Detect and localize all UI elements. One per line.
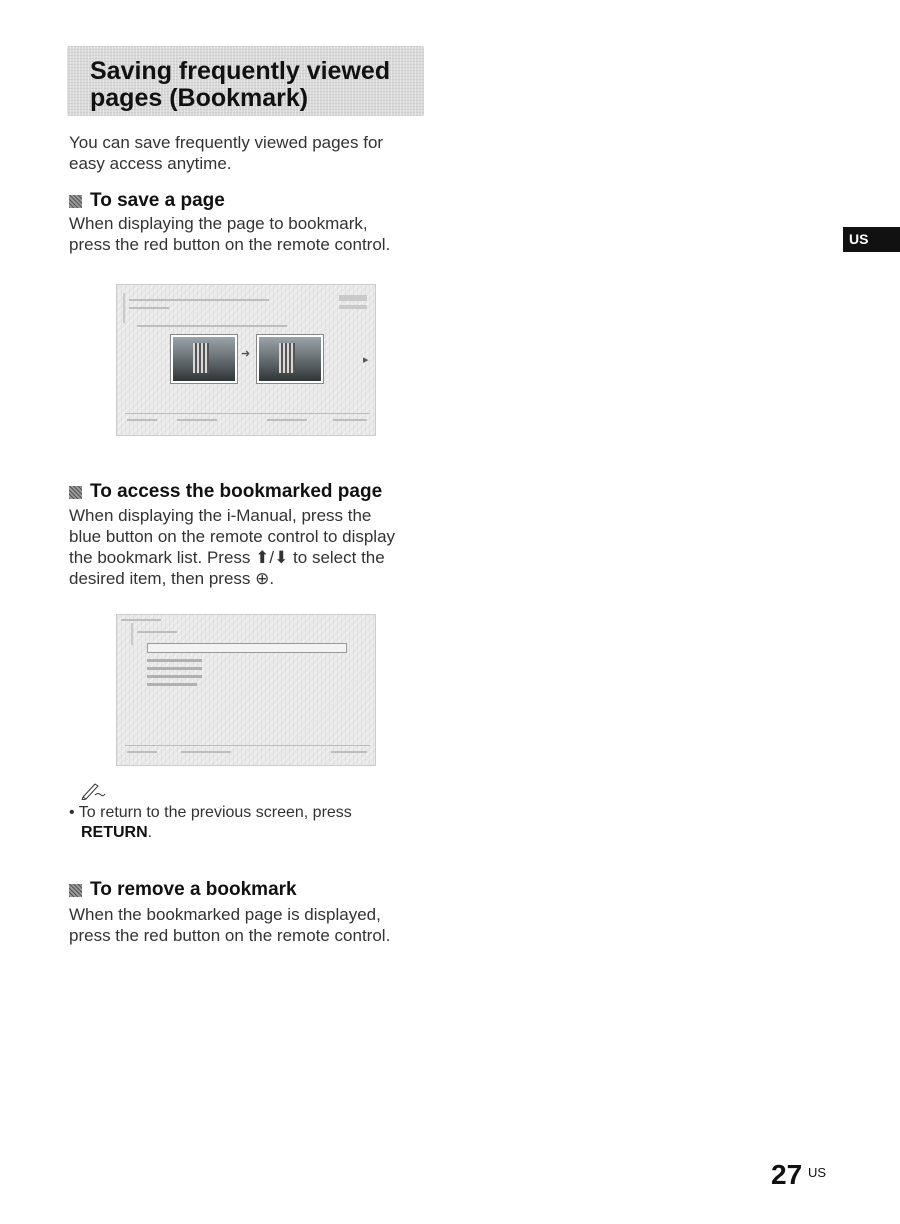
section-remove-heading — [69, 879, 297, 901]
screen-thumbnail-left — [171, 335, 237, 383]
note-text — [69, 803, 409, 843]
section-remove-heading-text: To remove a bookmark — [90, 879, 297, 900]
screen-caption-line — [137, 325, 287, 327]
page-title: Saving frequently viewed pages (Bookmark) — [90, 57, 391, 112]
page-number-suffix: US — [808, 1165, 827, 1180]
screen-corner-button — [339, 295, 367, 301]
square-bullet-icon — [69, 884, 82, 897]
note-return-key: RETURN — [81, 824, 148, 841]
screen-footer-line-2 — [177, 419, 217, 421]
screen-list-row — [147, 683, 197, 686]
screen-vertical-bar — [131, 623, 133, 645]
screenshot-save-page — [116, 284, 376, 436]
screen-header-line — [121, 619, 161, 621]
screen-next-icon: ▸ — [363, 354, 369, 366]
screen-footer-rule — [125, 745, 370, 746]
note-end: . — [147, 824, 153, 841]
section-remove-body: When the bookmarked page is displayed, press the red button on the remote control. — [69, 905, 391, 945]
section-save-body: When displaying the page to bookmark, press the red button on the remote control. — [69, 214, 391, 254]
screen-list-row — [147, 667, 202, 670]
intro-text: You can save frequently viewed pages for easy access anytime. — [69, 133, 384, 173]
section-access-body: When displaying the i-Manual, press the blue button on the remote control to display the bookmark list. Press ⬆/⬇ to select the desired item, then press ⊕. — [69, 506, 396, 588]
screen-footer-line-1 — [127, 751, 157, 753]
screenshot-bookmark-list — [116, 614, 376, 766]
note-line: To return to the previous screen, press — [78, 804, 352, 821]
bullet-dot: • — [69, 804, 79, 821]
section-access-heading-text: To access the bookmarked page — [90, 481, 383, 502]
screen-list-title-line — [137, 631, 177, 633]
square-bullet-icon — [69, 195, 82, 208]
screen-footer-line-1 — [127, 419, 157, 421]
screen-footer-line-3 — [331, 751, 367, 753]
screen-footer-line-4 — [333, 419, 367, 421]
screen-title-line — [129, 299, 269, 301]
section-access-heading — [69, 481, 382, 503]
screen-selected-row — [147, 643, 347, 653]
section-save-heading — [69, 190, 225, 212]
screen-list-row — [147, 659, 202, 662]
screen-arrow-icon: ➜ — [241, 348, 251, 360]
page-number: 27 — [771, 1159, 803, 1190]
screen-footer-rule — [125, 413, 370, 414]
memo-pencil-icon — [80, 780, 106, 800]
screen-footer-line-2 — [181, 751, 231, 753]
screen-subtitle-line — [129, 307, 169, 309]
screen-vertical-bar — [123, 293, 125, 323]
screen-corner-button-2 — [339, 305, 367, 309]
screen-thumbnail-right — [257, 335, 323, 383]
section-save-heading-text: To save a page — [90, 190, 225, 211]
language-tab: US — [843, 227, 900, 252]
screen-list-row — [147, 675, 202, 678]
screen-footer-line-3 — [267, 419, 307, 421]
square-bullet-icon — [69, 486, 82, 499]
